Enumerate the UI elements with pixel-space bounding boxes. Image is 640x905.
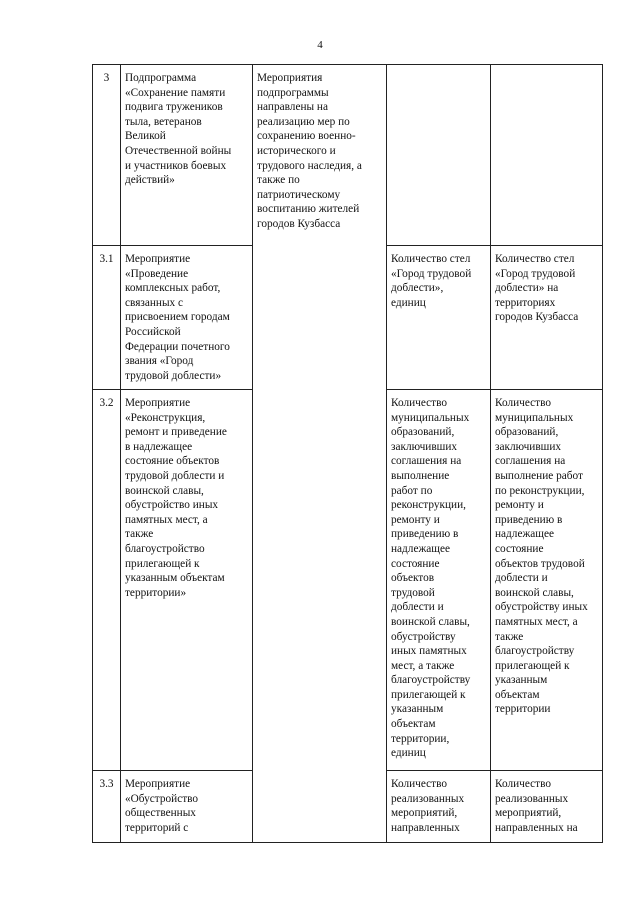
row-indicator (387, 65, 491, 246)
page-number: 4 (317, 39, 323, 51)
subprogram-purpose: Мероприятия подпрограммы направлены на реализацию мер по сохранению военно- исторического и трудового наследия, а также по патриотическому воспитанию жителей городов Кузбасса (253, 65, 387, 843)
program-table (92, 64, 603, 843)
row-name: Подпрограмма «Сохранение памяти подвига тружеников тыла, ветеранов Великой Отечественной войны и участников боевых действий» (121, 65, 253, 246)
table-row (93, 65, 603, 246)
row-result: Количество стел «Город трудовой доблести» на территориях городов Кузбасса (491, 246, 603, 390)
row-indicator: Количество реализованных мероприятий, направленных (387, 771, 491, 843)
row-result: Количество муниципальных образований, заключивших соглашения на выполнение работ по реконструкции, ремонту и приведению в надлежащее состояние объектов трудовой доблести и воинской славы, обустройству иных памятных мест, а также благоустройству прилегающей к указанным объектам территории (491, 390, 603, 771)
row-indicator: Количество стел «Город трудовой доблести», единиц (387, 246, 491, 390)
row-number: 3 (93, 65, 121, 246)
row-name: Мероприятие «Обустройство общественных территорий с (121, 771, 253, 843)
row-number: 3.1 (93, 246, 121, 390)
row-number: 3.3 (93, 771, 121, 843)
row-result: Количество реализованных мероприятий, направленных на (491, 771, 603, 843)
row-name: Мероприятие «Проведение комплексных работ, связанных с присвоением городам Российской Федерации почетного звания «Город трудовой доблести» (121, 246, 253, 390)
row-indicator: Количество муниципальных образований, заключивших соглашения на выполнение работ по реконструкции, ремонту и приведению в надлежащее состояние объектов трудовой доблести и воинской славы, обустройству иных памятных мест, а также благоустройству прилегающей к указанным объектам территории, единиц (387, 390, 491, 771)
row-number: 3.2 (93, 390, 121, 771)
row-name: Мероприятие «Реконструкция, ремонт и приведение в надлежащее состояние объектов трудовой доблести и воинской славы, обустройство иных памятных мест, а также благоустройство прилегающей к указанным объектам территории» (121, 390, 253, 771)
row-result (491, 65, 603, 246)
